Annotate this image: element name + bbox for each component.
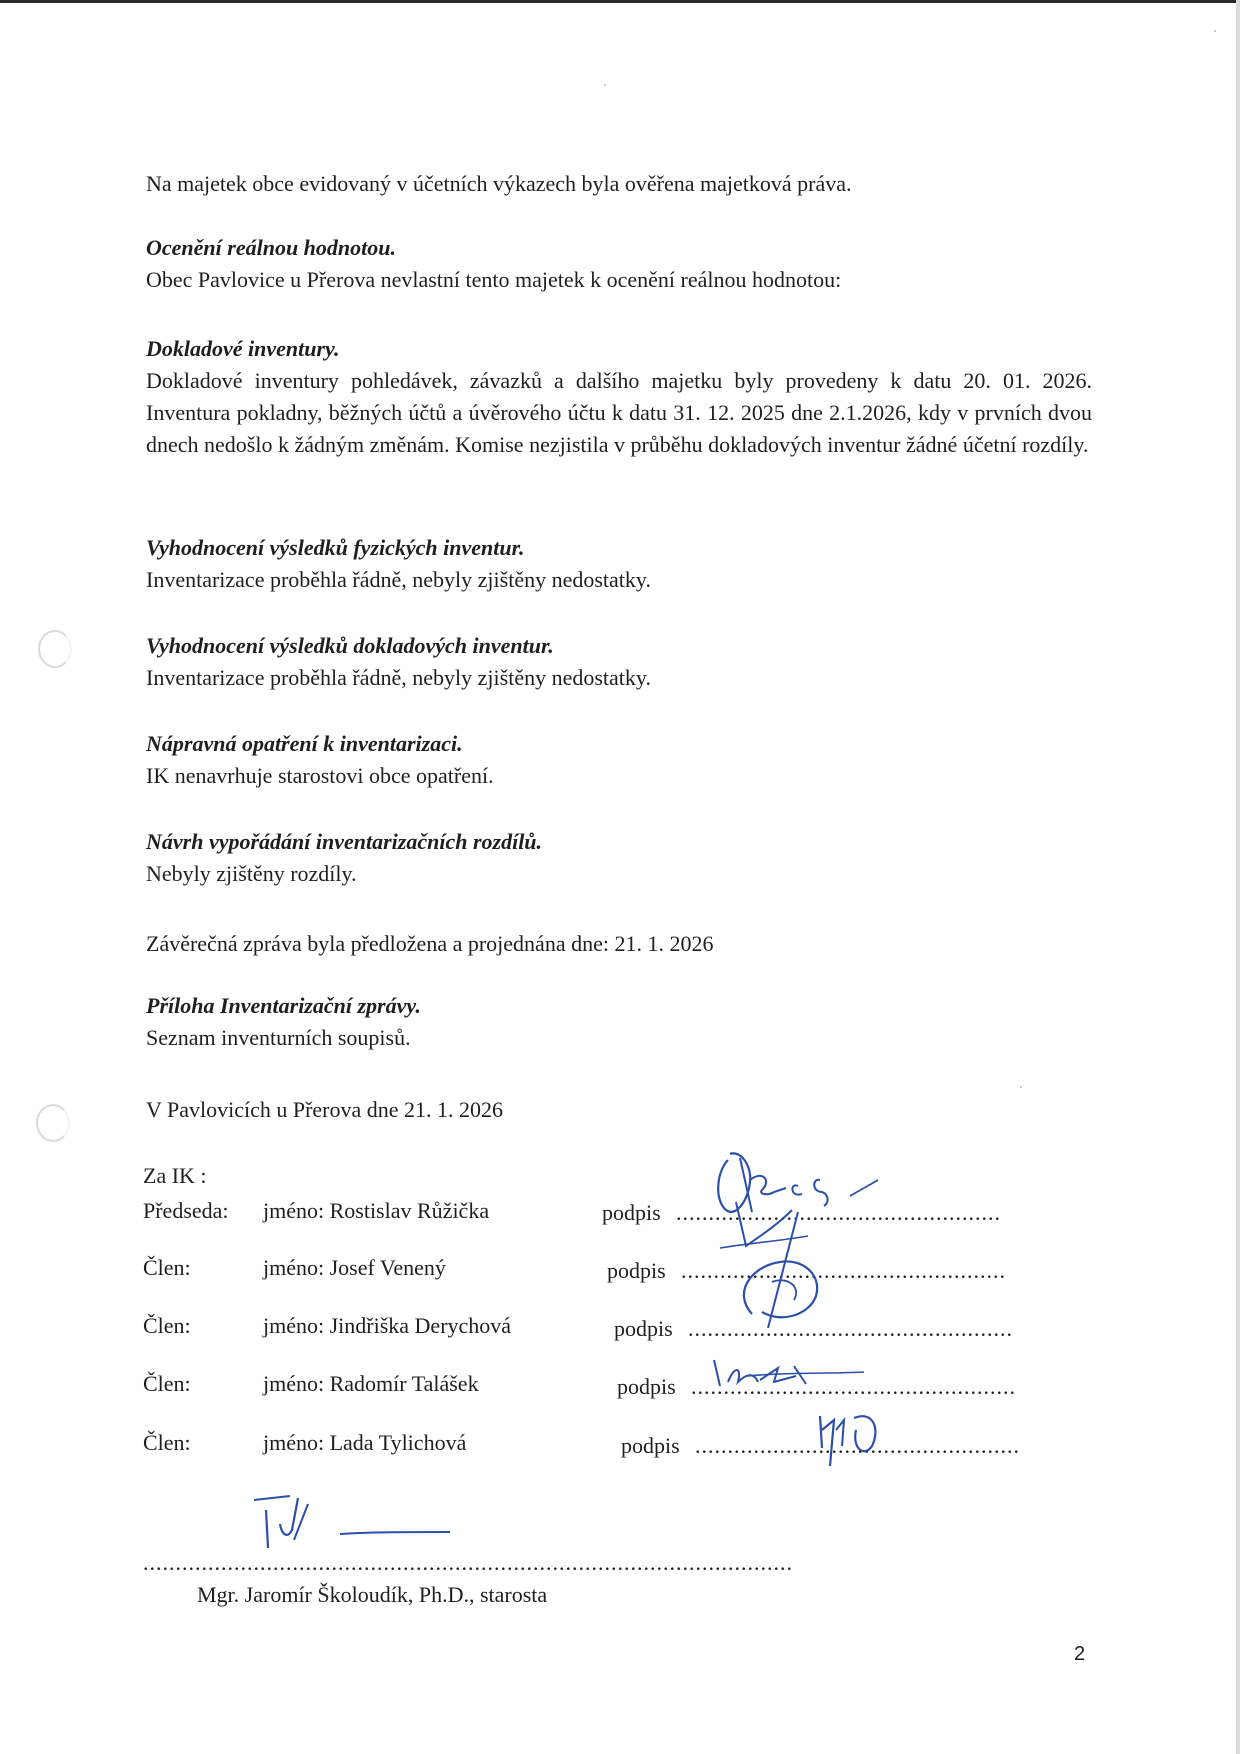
section-differences-settlement: [146, 826, 1092, 890]
signature-label: podpis: [607, 1258, 666, 1283]
scan-edge-top: [0, 0, 1240, 3]
member-name: jméno: Rostislav Růžička: [263, 1198, 490, 1223]
member-name: jméno: Jindřiška Derychová: [263, 1313, 512, 1338]
mayor-signature-line: ....................................................................................................: [143, 1550, 793, 1575]
section-document-evaluation: [146, 630, 1092, 694]
section-heading: Příloha Inventarizační zprávy.: [146, 993, 421, 1018]
section-attachment: [146, 990, 1092, 1054]
scan-edge-right: [1236, 0, 1240, 1754]
member-role: Člen:: [143, 1255, 191, 1280]
punch-hole: [36, 1104, 70, 1142]
section-body: Seznam inventurních soupisů.: [146, 1025, 411, 1050]
scan-speck: [1020, 1086, 1022, 1088]
signature-label: podpis: [602, 1200, 661, 1225]
intro-paragraph: Na majetek obce evidovaný v účetních výkazech byla ověřena majetková práva.: [146, 171, 852, 196]
signature-member-tylichova: [814, 1400, 894, 1470]
member-name: jméno: Lada Tylichová: [263, 1430, 467, 1455]
section-corrective-measures: [146, 728, 1092, 792]
section-document-inventories: [146, 333, 1092, 461]
section-body: Obec Pavlovice u Přerova nevlastní tento majetek k ocenění reálnou hodnotou:: [146, 267, 842, 292]
member-role: Člen:: [143, 1430, 191, 1455]
place-and-date: V Pavlovicích u Přerova dne 21. 1. 2026: [146, 1097, 504, 1122]
signature-line: ..................................................: [676, 1200, 1001, 1225]
member-name: jméno: Radomír Talášek: [263, 1371, 479, 1396]
section-heading: Ocenění reálnou hodnotou.: [146, 235, 396, 260]
closing-statement: Závěrečná zpráva byla předložena a projednána dne: 21. 1. 2026: [146, 931, 714, 956]
section-body: Dokladové inventury pohledávek, závazků a dalšího majetku byly provedeny k datu 20. 01. 2026. Inventura pokladny, běžných účtů a úvěrového účtu k datu 31. 12. 2025 dne 2.1.2026, kdy v prvních dvou dnech nedošlo k žádným změnám. Komise nezjistila v průběhu dokladových inventur žádné účetní rozdíly.: [146, 368, 1092, 457]
section-heading: Vyhodnocení výsledků dokladových inventur.: [146, 633, 554, 658]
section-body: Inventarizace proběhla řádně, nebyly zjištěny nedostatky.: [146, 665, 651, 690]
section-fair-value: [146, 232, 1092, 296]
signature-member-talasek: [708, 1352, 868, 1402]
section-body: Nebyly zjištěny rozdíly.: [146, 861, 357, 886]
signature-line: ..................................................: [688, 1316, 1013, 1341]
section-heading: Dokladové inventury.: [146, 336, 340, 361]
committee-label: Za IK :: [143, 1163, 207, 1188]
member-role: Člen:: [143, 1371, 191, 1396]
signature-label: podpis: [621, 1433, 680, 1458]
section-heading: Nápravná opatření k inventarizaci.: [146, 731, 463, 756]
signature-line: ..................................................: [695, 1433, 1020, 1458]
signature-line: ..................................................: [681, 1258, 1006, 1283]
member-role: Předseda:: [143, 1198, 229, 1223]
section-physical-evaluation: [146, 532, 1092, 596]
mayor-name: Mgr. Jaromír Školoudík, Ph.D., starosta: [197, 1582, 548, 1607]
page-number: 2: [1074, 1643, 1086, 1665]
member-role: Člen:: [143, 1313, 191, 1338]
scan-speck: [1214, 30, 1216, 32]
signature-label: podpis: [617, 1374, 676, 1399]
signature-label: podpis: [614, 1316, 673, 1341]
scan-speck: [604, 84, 606, 86]
section-heading: Návrh vypořádání inventarizačních rozdílů.: [146, 829, 543, 854]
section-body: IK nenavrhuje starostovi obce opatření.: [146, 763, 494, 788]
signature-line: ..................................................: [691, 1374, 1016, 1399]
section-heading: Vyhodnocení výsledků fyzických inventur.: [146, 535, 525, 560]
member-name: jméno: Josef Venený: [263, 1255, 446, 1280]
section-body: Inventarizace proběhla řádně, nebyly zjištěny nedostatky.: [146, 567, 651, 592]
punch-hole: [38, 630, 72, 668]
signature-member-venen: [712, 1196, 852, 1336]
